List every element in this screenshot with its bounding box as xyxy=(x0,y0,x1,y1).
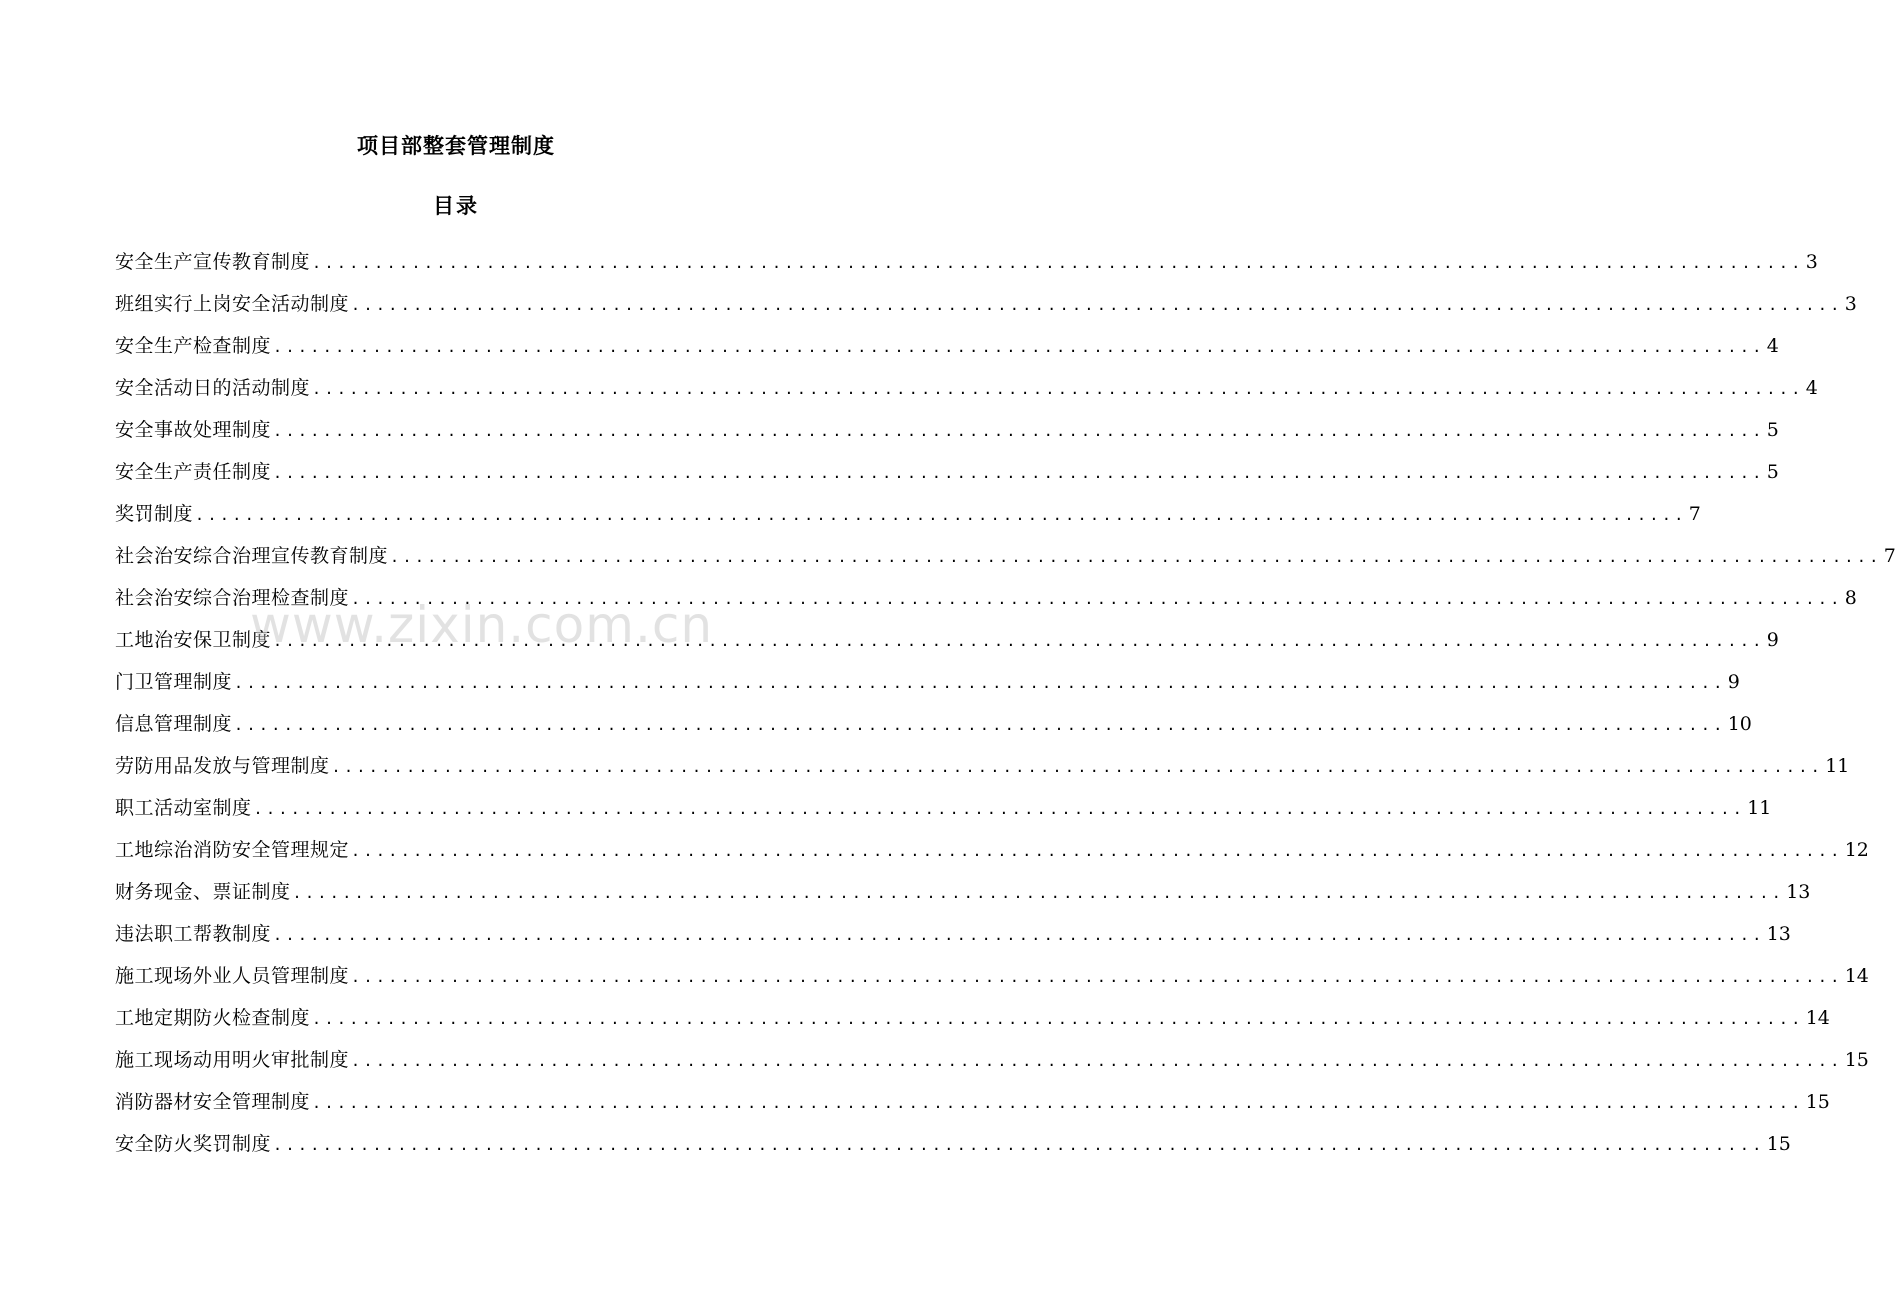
dot-leader: ........................................................................................................................ xyxy=(273,464,1765,482)
toc-entry-label: 消防器材安全管理制度 xyxy=(115,1091,311,1113)
toc-entry-label: 违法职工帮教制度 xyxy=(115,923,272,945)
toc-entry-label: 工地综治消防安全管理规定 xyxy=(115,839,350,861)
toc-entry-page: 8 xyxy=(1844,587,1857,609)
toc-entry-label: 财务现金、票证制度 xyxy=(115,881,291,903)
dot-leader: ........................................................................................................................ xyxy=(273,632,1765,650)
dot-leader: ........................................................................................................................ xyxy=(351,296,1843,314)
toc-entry[interactable] xyxy=(115,1081,1830,1123)
toc-entry-page: 12 xyxy=(1844,839,1869,861)
dot-leader: ........................................................................................................................ xyxy=(312,380,1804,398)
toc-entry[interactable] xyxy=(115,1039,1869,1081)
toc-entry-label: 信息管理制度 xyxy=(115,713,233,735)
toc-entry[interactable] xyxy=(115,493,1701,535)
toc-entry-label: 安全事故处理制度 xyxy=(115,419,272,441)
dot-leader: ........................................................................................................................ xyxy=(351,842,1843,860)
toc-entry-label: 奖罚制度 xyxy=(115,503,194,525)
toc-entry-label: 社会治安综合治理宣传教育制度 xyxy=(115,545,389,567)
toc-entry-page: 10 xyxy=(1727,713,1752,735)
dot-leader: ........................................................................................................................ xyxy=(331,758,1824,776)
dot-leader: ........................................................................................................................ xyxy=(273,926,1765,944)
toc-entry-label: 安全防火奖罚制度 xyxy=(115,1133,272,1155)
dot-leader: ........................................................................................................................ xyxy=(390,548,1882,566)
toc-entry-label: 施工现场外业人员管理制度 xyxy=(115,965,350,987)
toc-entry-label: 安全生产检查制度 xyxy=(115,335,272,357)
toc-entry-page: 15 xyxy=(1766,1133,1791,1155)
dot-leader: ........................................................................................................................ xyxy=(292,884,1785,902)
dot-leader: ........................................................................................................................ xyxy=(253,800,1746,818)
dot-leader: ........................................................................................................................ xyxy=(195,506,1687,524)
dot-leader: ........................................................................................................................ xyxy=(351,590,1843,608)
toc-entry[interactable] xyxy=(115,619,1779,661)
toc-entry-label: 职工活动室制度 xyxy=(115,797,252,819)
toc-entry-page: 9 xyxy=(1766,629,1779,651)
toc-entry-page: 15 xyxy=(1844,1049,1869,1071)
dot-leader: ........................................................................................................................ xyxy=(234,674,1726,692)
watermark: www.zixin.com.cn xyxy=(250,596,714,654)
toc-entry[interactable] xyxy=(115,1123,1791,1165)
toc-entry-page: 14 xyxy=(1844,965,1869,987)
toc-entry-page: 4 xyxy=(1766,335,1779,357)
toc-entry[interactable] xyxy=(115,409,1779,451)
toc-entry[interactable] xyxy=(115,367,1818,409)
toc-entry-page: 5 xyxy=(1766,461,1779,483)
toc-entry-page: 3 xyxy=(1844,293,1857,315)
toc-entry-label: 班组实行上岗安全活动制度 xyxy=(115,293,350,315)
toc-entry[interactable] xyxy=(115,703,1752,745)
document-title: 项目部整套管理制度 xyxy=(357,134,555,158)
toc-entry-label: 工地定期防火检查制度 xyxy=(115,1007,311,1029)
toc-entry-label: 安全活动日的活动制度 xyxy=(115,377,311,399)
toc-heading: 目录 xyxy=(433,194,479,218)
toc-entry[interactable] xyxy=(115,283,1857,325)
toc-entry-page: 15 xyxy=(1805,1091,1830,1113)
toc-entry-label: 安全生产宣传教育制度 xyxy=(115,251,311,273)
toc-entry-label: 劳防用品发放与管理制度 xyxy=(115,755,330,777)
toc-entry-page: 13 xyxy=(1766,923,1791,945)
toc-entry-label: 施工现场动用明火审批制度 xyxy=(115,1049,350,1071)
toc-entry[interactable] xyxy=(115,787,1772,829)
toc-entry[interactable] xyxy=(115,325,1779,367)
toc-entry[interactable] xyxy=(115,451,1779,493)
dot-leader: ........................................................................................................................ xyxy=(312,254,1804,272)
toc-entry[interactable] xyxy=(115,535,1896,577)
toc-entry[interactable] xyxy=(115,745,1850,787)
dot-leader: ........................................................................................................................ xyxy=(273,338,1765,356)
toc-entry-label: 工地治安保卫制度 xyxy=(115,629,272,651)
toc-entry[interactable] xyxy=(115,661,1740,703)
dot-leader: ........................................................................................................................ xyxy=(234,716,1726,734)
toc-entry-page: 7 xyxy=(1883,545,1896,567)
toc-entry[interactable] xyxy=(115,829,1869,871)
dot-leader: ........................................................................................................................ xyxy=(312,1010,1804,1028)
table-of-contents xyxy=(115,241,1896,1165)
dot-leader: ........................................................................................................................ xyxy=(312,1094,1804,1112)
toc-entry[interactable] xyxy=(115,871,1811,913)
dot-leader: ........................................................................................................................ xyxy=(351,968,1843,986)
toc-entry-label: 安全生产责任制度 xyxy=(115,461,272,483)
toc-entry-page: 14 xyxy=(1805,1007,1830,1029)
dot-leader: ........................................................................................................................ xyxy=(273,1136,1765,1154)
toc-entry-label: 门卫管理制度 xyxy=(115,671,233,693)
dot-leader: ........................................................................................................................ xyxy=(351,1052,1843,1070)
toc-entry[interactable] xyxy=(115,955,1869,997)
toc-entry-page: 7 xyxy=(1688,503,1701,525)
toc-entry-page: 3 xyxy=(1805,251,1818,273)
toc-entry[interactable] xyxy=(115,997,1830,1039)
toc-entry[interactable] xyxy=(115,913,1791,955)
toc-entry-page: 11 xyxy=(1747,797,1772,819)
dot-leader: ........................................................................................................................ xyxy=(273,422,1765,440)
toc-entry-page: 9 xyxy=(1727,671,1740,693)
toc-entry-page: 4 xyxy=(1805,377,1818,399)
toc-entry-page: 13 xyxy=(1786,881,1811,903)
toc-entry-page: 5 xyxy=(1766,419,1779,441)
toc-entry[interactable] xyxy=(115,241,1818,283)
toc-entry-page: 11 xyxy=(1825,755,1850,777)
toc-entry-label: 社会治安综合治理检查制度 xyxy=(115,587,350,609)
toc-entry[interactable] xyxy=(115,577,1857,619)
